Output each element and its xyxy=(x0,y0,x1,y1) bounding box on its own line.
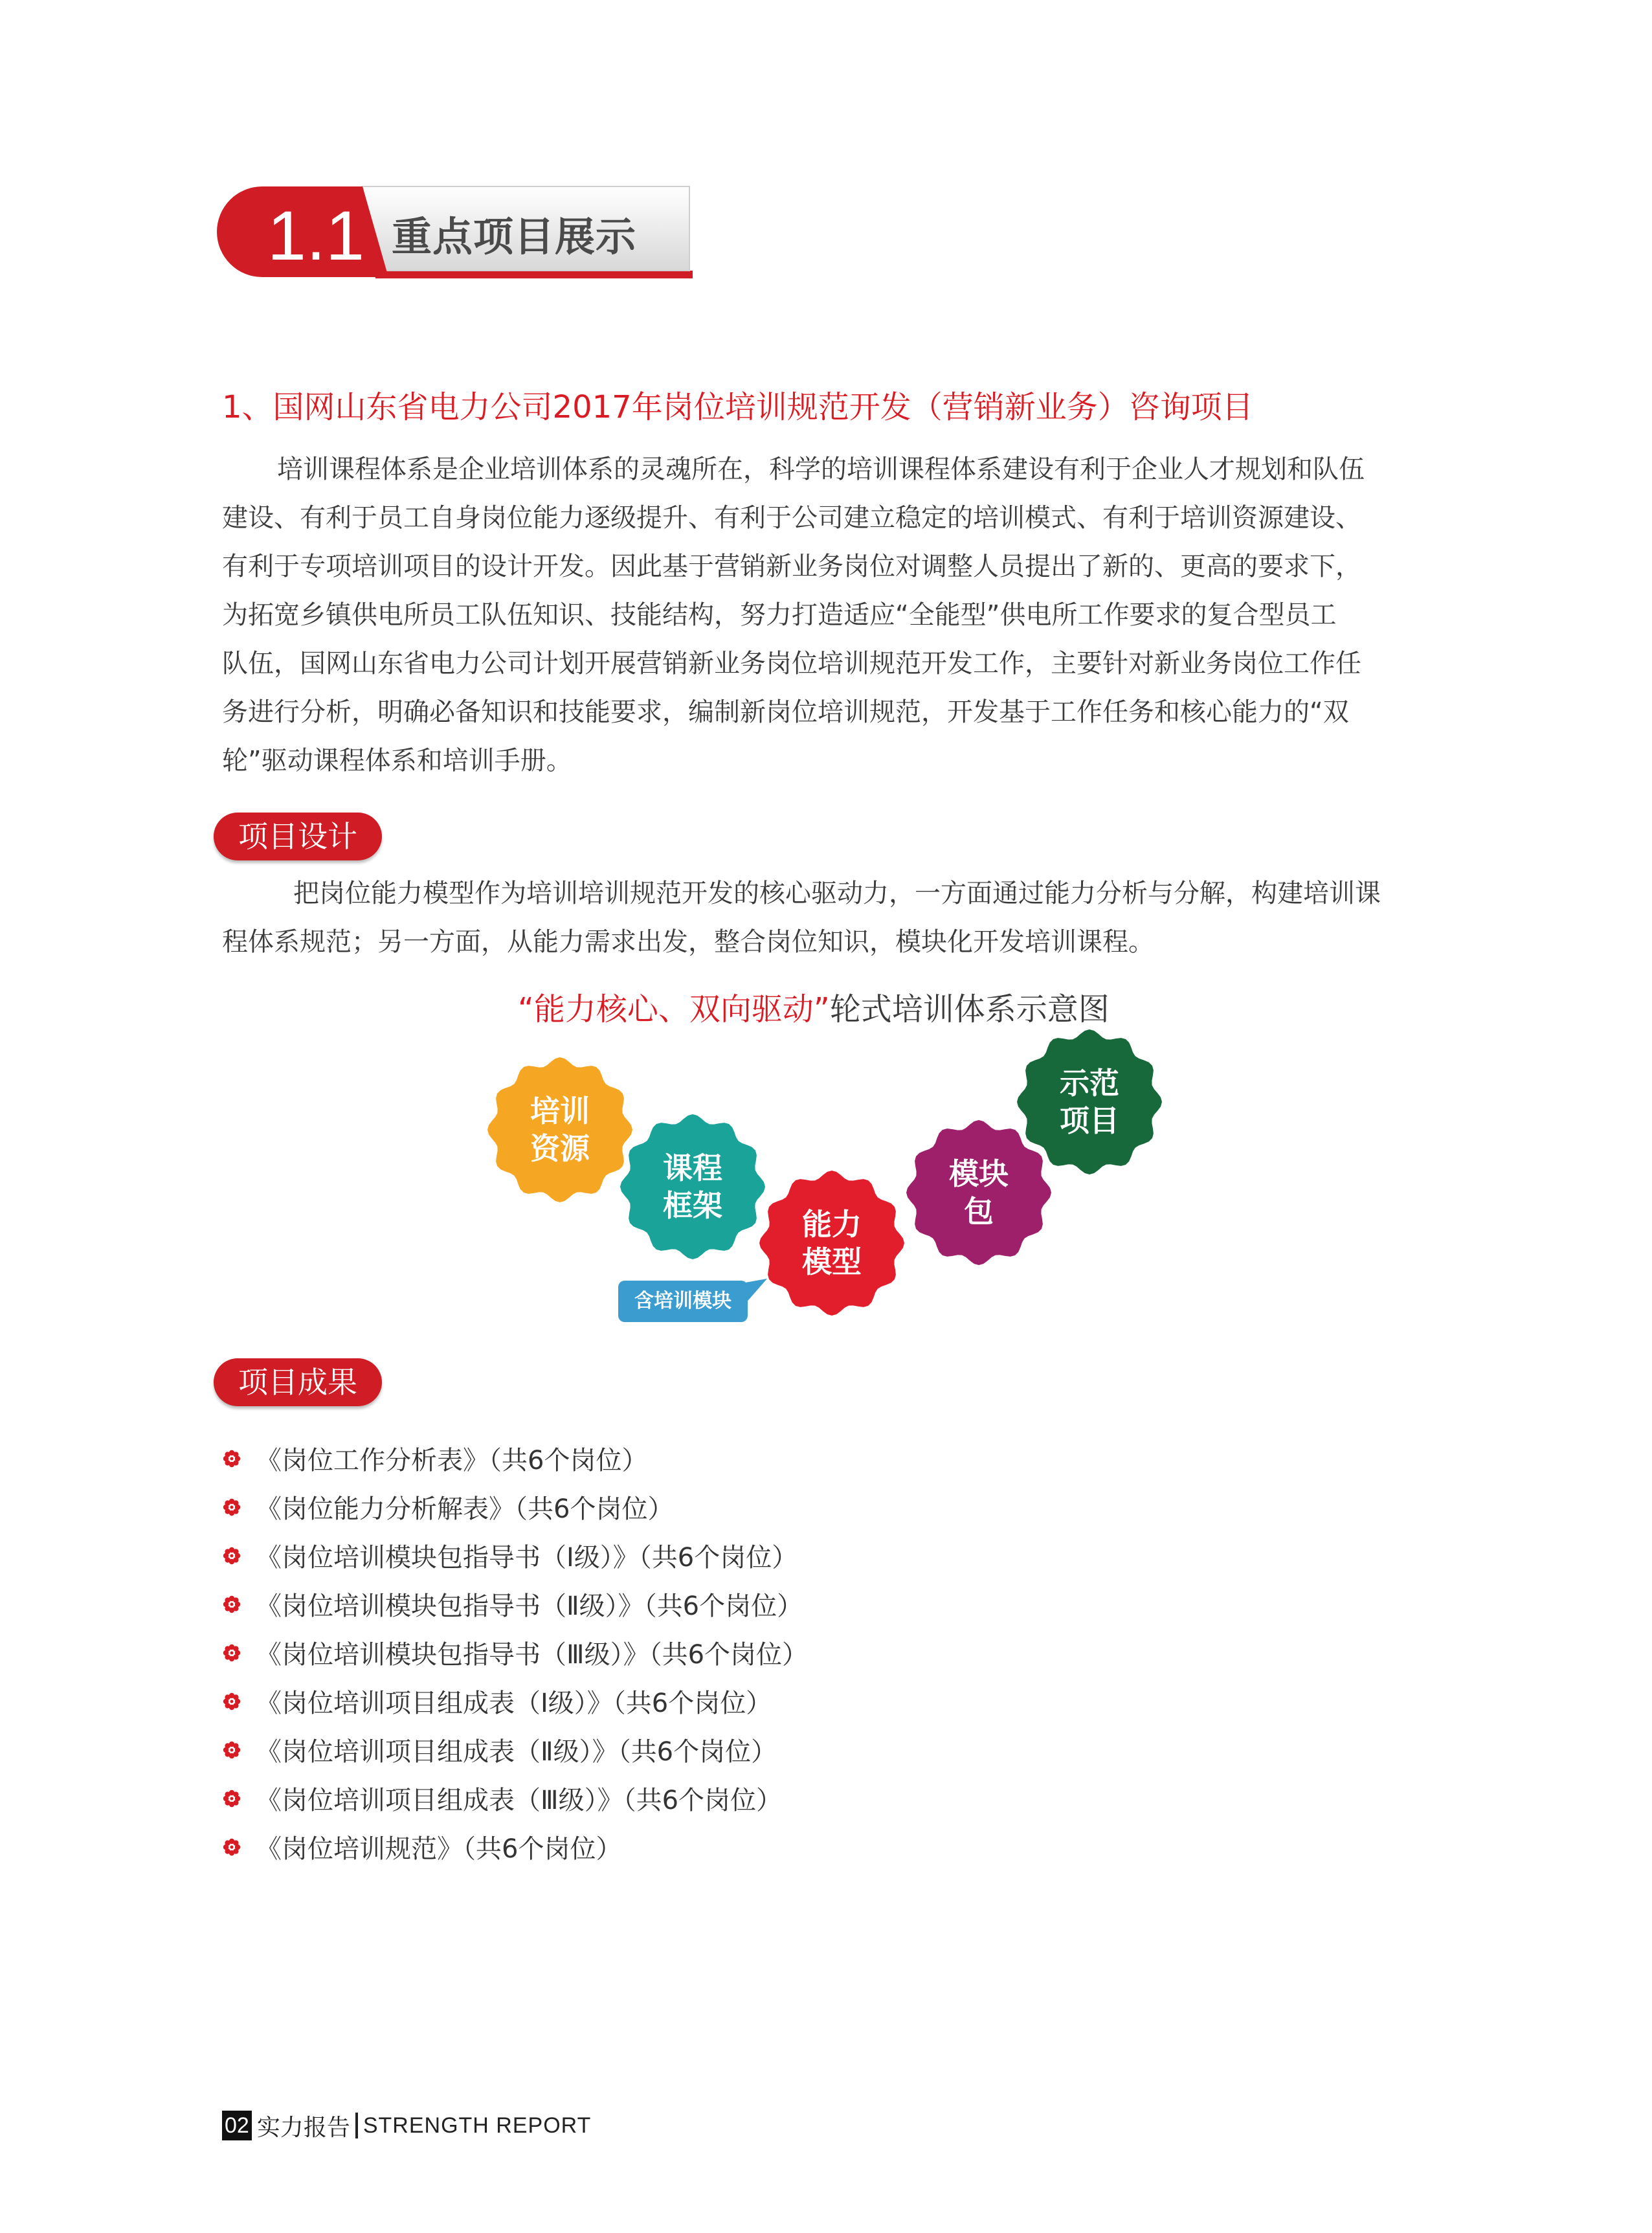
intro-line: 有利于专项培训项目的设计开发。因此基于营销新业务岗位对调整人员提出了新的、更高的要求下， xyxy=(222,552,1361,581)
gear-label: 模型 xyxy=(802,1244,862,1279)
gear-label: 课程 xyxy=(663,1150,722,1185)
list-item xyxy=(222,1580,808,1628)
flower-bullet-icon xyxy=(222,1546,241,1565)
gear-training-resources xyxy=(486,1055,634,1204)
list-item xyxy=(222,1774,808,1823)
list-item xyxy=(222,1628,808,1677)
result-text: 《岗位培训规范》（共6个岗位） xyxy=(256,1834,622,1864)
gear-course-framework xyxy=(618,1112,767,1261)
design-line: 程体系规范；另一方面，从能力需求出发，整合岗位知识，模块化开发培训课程。 xyxy=(222,927,1154,957)
intro-line: 培训课程体系是企业培训体系的灵魂所在，科学的培训课程体系建设有利于企业人才规划和队伍 xyxy=(277,454,1365,484)
intro-line: 队伍，国网山东省电力公司计划开展营销新业务岗位培训规范开发工作，主要针对新业务岗位工作任 xyxy=(222,649,1361,679)
intro-line: 轮”驱动课程体系和培训手册。 xyxy=(222,746,572,776)
result-text: 《岗位能力分析解表》（共6个岗位） xyxy=(256,1494,674,1524)
result-text: 《岗位培训项目组成表（Ⅲ级）》（共6个岗位） xyxy=(256,1786,783,1815)
diagram-title-text: 轮式培训体系示意图 xyxy=(829,991,1110,1027)
result-text: 《岗位培训模块包指导书（Ⅲ级）》（共6个岗位） xyxy=(256,1640,809,1670)
flower-bullet-icon xyxy=(222,1740,241,1760)
gear-label: 框架 xyxy=(663,1188,722,1223)
results-label: 项目成果 xyxy=(214,1358,382,1406)
list-item xyxy=(222,1531,808,1580)
flower-bullet-icon xyxy=(222,1643,241,1663)
diagram-title xyxy=(518,984,1110,1029)
flower-bullet-icon xyxy=(222,1837,241,1857)
intro-line: 为拓宽乡镇供电所员工队伍知识、技能结构，努力打造适应“全能型”供电所工作要求的复合型员工 xyxy=(222,600,1337,630)
section-header xyxy=(214,180,699,287)
footer-title-cn: 实力报告 xyxy=(256,2114,350,2141)
gear-label: 示范 xyxy=(1060,1066,1119,1101)
footer-title-en: STRENGTH REPORT xyxy=(363,2113,592,2138)
design-paragraph xyxy=(222,870,1426,967)
list-item xyxy=(222,1823,808,1871)
page-number: 02 xyxy=(222,2111,252,2140)
gear-label: 能力 xyxy=(802,1207,862,1242)
project-intro-paragraph xyxy=(222,445,1426,785)
project-title: 1、国网山东省电力公司2017年岗位培训规范开发（营销新业务）咨询项目 xyxy=(222,389,1253,425)
result-text: 《岗位培训项目组成表（Ⅰ级）》（共6个岗位） xyxy=(256,1689,772,1718)
gear-label: 资源 xyxy=(530,1131,590,1166)
gear-label: 项目 xyxy=(1060,1103,1119,1138)
flower-bullet-icon xyxy=(222,1449,241,1468)
result-text: 《岗位培训项目组成表（Ⅱ级）》（共6个岗位） xyxy=(256,1737,777,1767)
flower-bullet-icon xyxy=(222,1498,241,1517)
section-title: 重点项目展示 xyxy=(392,213,637,260)
result-text: 《岗位培训模块包指导书（Ⅰ级）》（共6个岗位） xyxy=(256,1543,798,1573)
diagram-title-highlight: “能力核心、双向驱动” xyxy=(518,991,830,1027)
gear-label: 包 xyxy=(964,1194,994,1229)
list-item xyxy=(222,1677,808,1725)
design-line: 把岗位能力模型作为培训培训规范开发的核心驱动力，一方面通过能力分析与分解，构建培训课 xyxy=(293,879,1381,908)
flower-bullet-icon xyxy=(222,1692,241,1711)
list-item xyxy=(222,1483,808,1531)
gear-label: 模块 xyxy=(949,1156,1009,1191)
results-list xyxy=(222,1434,808,1871)
footer-divider xyxy=(355,2113,358,2138)
gear-label: 培训 xyxy=(530,1094,590,1128)
result-text: 《岗位培训模块包指导书（Ⅱ级）》（共6个岗位） xyxy=(256,1591,803,1621)
gear-demo-project xyxy=(1015,1027,1164,1176)
page-footer xyxy=(222,2109,591,2142)
module-tag: 含培训模块 xyxy=(618,1281,748,1322)
flower-bullet-icon xyxy=(222,1789,241,1808)
list-item xyxy=(222,1725,808,1774)
intro-line: 务进行分析，明确必备知识和技能要求，编制新岗位培训规范，开发基于工作任务和核心能力的“双 xyxy=(222,697,1349,727)
result-text: 《岗位工作分析表》（共6个岗位） xyxy=(256,1446,648,1476)
design-label: 项目设计 xyxy=(214,813,382,860)
section-number: 1.1 xyxy=(267,196,365,275)
list-item xyxy=(222,1434,808,1483)
intro-line: 建设、有利于员工自身岗位能力逐级提升、有利于公司建立稳定的培训模式、有利于培训资源建设、 xyxy=(222,503,1361,533)
gear-competency-model xyxy=(757,1169,906,1318)
flower-bullet-icon xyxy=(222,1595,241,1614)
